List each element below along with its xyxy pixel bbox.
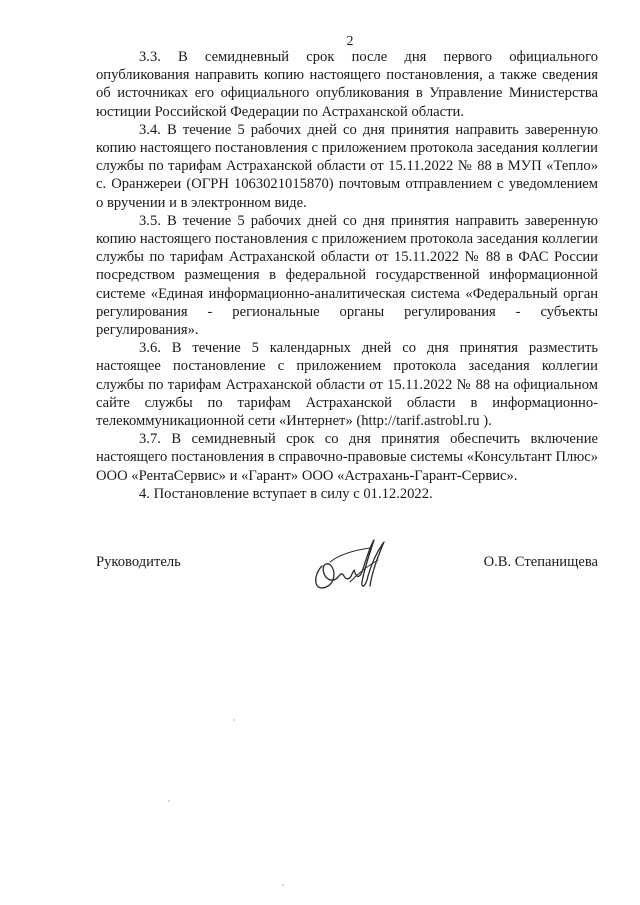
paragraph-3-7: 3.7. В семидневный срок со дня принятия обеспечить включение настоящего постановления в справочно-правовые системы «Консультант Плюс» ООО «РентаСервис» и «Гарант» ООО «Астрахань-Гарант-Сервис». <box>96 431 598 484</box>
scan-speck <box>282 884 284 886</box>
paragraph-3-5: 3.5. В течение 5 рабочих дней со дня принятия направить заверенную копию настоящего постановления с приложением протокола заседания коллегии службы по тарифам Астраханской области от 15.11.2022 № 88 в ФАС России посредством размещения в федеральной государственной информационной системе «Единая информационно-аналитическая система «Федеральный орган регулирования - региональные органы регулирования - субъекты регулирования». <box>96 212 598 339</box>
paragraph-3-6: 3.6. В течение 5 календарных дней со дня принятия разместить настоящее постановление с приложением протокола заседания коллегии службы по тарифам Астраханской области от 15.11.2022 № 88 на официальном сайте службы по тарифам Астраханской области в информационно-телекоммуникационной сети «Интернет» (http://tarif.astrobl.ru ). <box>96 340 598 430</box>
signatory-title: Руководитель <box>96 554 181 570</box>
handwritten-signature <box>304 536 390 598</box>
page-number: 2 <box>346 34 354 49</box>
signature-block <box>96 554 598 594</box>
scan-speck <box>168 800 170 802</box>
paragraph-4: 4. Постановление вступает в силу с 01.12.2022. <box>139 485 433 502</box>
paragraph-3-4: 3.4. В течение 5 рабочих дней со дня принятия направить заверенную копию настоящего постановления с приложением протокола заседания коллегии службы по тарифам Астраханской области от 15.11.2022 № 88 в МУП «Тепло» с. Оранжереи (ОГРН 1063021015870) почтовым отправлением с уведомлением о вручении и в электронном виде. <box>96 121 598 211</box>
document-body <box>96 48 598 503</box>
scan-speck <box>233 719 235 721</box>
paragraph-3-3: 3.3. В семидневный срок после дня первого официального опубликования направить копию настоящего постановления, а также сведения об источниках его официального опубликования в Управление Министерства юстиции Российской Федерации по Астраханской области. <box>96 49 598 120</box>
signatory-name: О.В. Степанищева <box>483 554 598 570</box>
